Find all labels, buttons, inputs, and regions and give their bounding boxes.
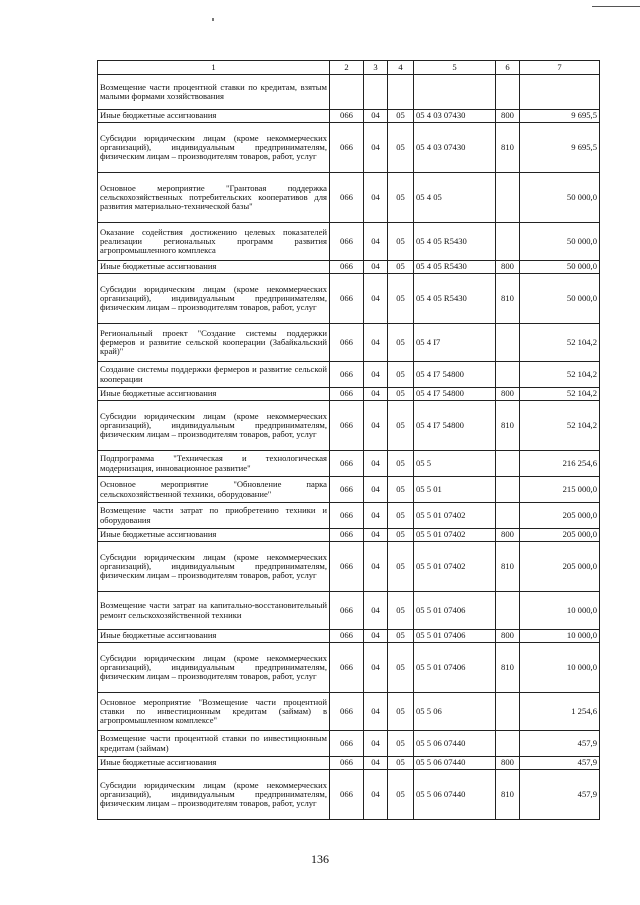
- row-section: 04: [364, 362, 388, 388]
- row-expense-type: [496, 223, 520, 261]
- row-section: 04: [364, 261, 388, 274]
- row-amount: 457,9: [520, 770, 600, 820]
- row-subsection: 05: [388, 731, 414, 757]
- table-row: [98, 770, 600, 820]
- row-ministry-code: 066: [330, 503, 364, 529]
- table-body: [98, 75, 600, 820]
- table-row: [98, 731, 600, 757]
- row-amount: 205 000,0: [520, 542, 600, 592]
- row-section: 04: [364, 451, 388, 477]
- row-expense-type: [496, 173, 520, 223]
- row-section: 04: [364, 630, 388, 643]
- row-target-article: 05 5 06 07440: [414, 731, 496, 757]
- row-subsection: 05: [388, 693, 414, 731]
- row-subsection: 05: [388, 401, 414, 451]
- row-expense-type: 800: [496, 630, 520, 643]
- row-ministry-code: 066: [330, 451, 364, 477]
- row-target-article: 05 4 I7 54800: [414, 401, 496, 451]
- row-name: Иные бюджетные ассигнования: [98, 261, 330, 274]
- header-col-6: 6: [496, 61, 520, 75]
- row-section: 04: [364, 592, 388, 630]
- row-section: 04: [364, 324, 388, 362]
- row-ministry-code: 066: [330, 643, 364, 693]
- row-name: Иные бюджетные ассигнования: [98, 110, 330, 123]
- row-ministry-code: 066: [330, 401, 364, 451]
- row-name: Основное мероприятие "Возмещение части процентной ставки по инвестиционным кредитам (займам) в агропромышленном комплексе": [98, 693, 330, 731]
- row-expense-type: 800: [496, 388, 520, 401]
- row-name: Иные бюджетные ассигнования: [98, 529, 330, 542]
- row-name: Субсидии юридическим лицам (кроме некоммерческих организаций), индивидуальным предпринимателям, физическим лицам – производителям товаров, работ, услуг: [98, 123, 330, 173]
- row-name: Основное мероприятие "Обновление парка сельскохозяйственной техники, оборудование": [98, 477, 330, 503]
- row-ministry-code: 066: [330, 592, 364, 630]
- row-target-article: [414, 75, 496, 110]
- row-section: 04: [364, 770, 388, 820]
- header-col-4: 4: [388, 61, 414, 75]
- row-ministry-code: 066: [330, 630, 364, 643]
- row-ministry-code: 066: [330, 529, 364, 542]
- table-row: [98, 110, 600, 123]
- row-amount: 1 254,6: [520, 693, 600, 731]
- row-amount: 9 695,5: [520, 123, 600, 173]
- row-amount: 50 000,0: [520, 223, 600, 261]
- row-ministry-code: 066: [330, 274, 364, 324]
- header-col-3: 3: [364, 61, 388, 75]
- header-row: [98, 61, 600, 75]
- row-section: 04: [364, 173, 388, 223]
- row-amount: 10 000,0: [520, 643, 600, 693]
- row-subsection: 05: [388, 173, 414, 223]
- table-row: [98, 261, 600, 274]
- row-name: Субсидии юридическим лицам (кроме некоммерческих организаций), индивидуальным предпринимателям, физическим лицам – производителям товаров, работ, услуг: [98, 401, 330, 451]
- row-ministry-code: 066: [330, 770, 364, 820]
- row-name: Региональный проект "Создание системы поддержки фермеров и развитие сельской кооперации (Забайкальский край)": [98, 324, 330, 362]
- row-amount: [520, 75, 600, 110]
- row-subsection: 05: [388, 592, 414, 630]
- row-amount: 457,9: [520, 757, 600, 770]
- row-ministry-code: 066: [330, 324, 364, 362]
- row-amount: 10 000,0: [520, 630, 600, 643]
- row-section: 04: [364, 731, 388, 757]
- row-subsection: 05: [388, 451, 414, 477]
- row-ministry-code: 066: [330, 362, 364, 388]
- row-expense-type: 800: [496, 110, 520, 123]
- row-ministry-code: 066: [330, 173, 364, 223]
- row-amount: 52 104,2: [520, 388, 600, 401]
- row-expense-type: 810: [496, 401, 520, 451]
- row-subsection: 05: [388, 223, 414, 261]
- row-target-article: 05 5 01: [414, 477, 496, 503]
- row-expense-type: 810: [496, 542, 520, 592]
- row-name: Субсидии юридическим лицам (кроме некоммерческих организаций), индивидуальным предпринимателям, физическим лицам – производителям товаров, работ, услуг: [98, 274, 330, 324]
- row-amount: 216 254,6: [520, 451, 600, 477]
- row-ministry-code: 066: [330, 542, 364, 592]
- scan-mark: [212, 18, 214, 21]
- row-target-article: 05 4 05 R5430: [414, 223, 496, 261]
- row-name: Возмещение части затрат по приобретению техники и оборудования: [98, 503, 330, 529]
- row-expense-type: [496, 693, 520, 731]
- row-target-article: 05 5 01 07402: [414, 542, 496, 592]
- header-col-1: 1: [98, 61, 330, 75]
- row-amount: 50 000,0: [520, 274, 600, 324]
- row-name: Иные бюджетные ассигнования: [98, 757, 330, 770]
- row-subsection: 05: [388, 477, 414, 503]
- row-ministry-code: 066: [330, 757, 364, 770]
- row-subsection: 05: [388, 503, 414, 529]
- row-section: 04: [364, 274, 388, 324]
- row-expense-type: [496, 503, 520, 529]
- row-ministry-code: 066: [330, 388, 364, 401]
- row-subsection: 05: [388, 123, 414, 173]
- row-expense-type: 810: [496, 643, 520, 693]
- row-section: 04: [364, 123, 388, 173]
- row-target-article: 05 5 01 07402: [414, 529, 496, 542]
- row-name: Возмещение части процентной ставки по кредитам, взятым малыми формами хозяйствования: [98, 75, 330, 110]
- table-row: [98, 123, 600, 173]
- row-name: Субсидии юридическим лицам (кроме некоммерческих организаций), индивидуальным предпринимателям, физическим лицам – производителям товаров, работ, услуг: [98, 643, 330, 693]
- row-expense-type: 800: [496, 757, 520, 770]
- row-ministry-code: [330, 75, 364, 110]
- row-section: 04: [364, 529, 388, 542]
- row-target-article: 05 4 05 R5430: [414, 274, 496, 324]
- row-subsection: 05: [388, 630, 414, 643]
- table-row: [98, 274, 600, 324]
- table-row: [98, 529, 600, 542]
- row-name: Возмещение части процентной ставки по инвестиционным кредитам (займам): [98, 731, 330, 757]
- row-subsection: 05: [388, 529, 414, 542]
- row-section: 04: [364, 223, 388, 261]
- row-name: Иные бюджетные ассигнования: [98, 388, 330, 401]
- row-expense-type: [496, 451, 520, 477]
- table-row: [98, 451, 600, 477]
- row-target-article: 05 4 03 07430: [414, 110, 496, 123]
- table-row: [98, 592, 600, 630]
- row-expense-type: 800: [496, 261, 520, 274]
- row-subsection: 05: [388, 770, 414, 820]
- row-subsection: 05: [388, 643, 414, 693]
- row-expense-type: [496, 592, 520, 630]
- header-col-7: 7: [520, 61, 600, 75]
- row-target-article: 05 4 I7 54800: [414, 362, 496, 388]
- row-target-article: 05 5 06: [414, 693, 496, 731]
- row-expense-type: 810: [496, 123, 520, 173]
- row-subsection: 05: [388, 324, 414, 362]
- row-ministry-code: 066: [330, 261, 364, 274]
- row-ministry-code: 066: [330, 223, 364, 261]
- row-expense-type: [496, 362, 520, 388]
- row-section: 04: [364, 643, 388, 693]
- row-target-article: 05 4 03 07430: [414, 123, 496, 173]
- header-col-2: 2: [330, 61, 364, 75]
- row-ministry-code: 066: [330, 731, 364, 757]
- row-section: 04: [364, 388, 388, 401]
- table-row: [98, 757, 600, 770]
- row-section: [364, 75, 388, 110]
- row-amount: 52 104,2: [520, 324, 600, 362]
- table-row: [98, 630, 600, 643]
- row-subsection: 05: [388, 274, 414, 324]
- row-name: Иные бюджетные ассигнования: [98, 630, 330, 643]
- row-name: Подпрограмма "Техническая и технологическая модернизация, инновационное развитие": [98, 451, 330, 477]
- row-amount: 205 000,0: [520, 529, 600, 542]
- budget-table: [97, 60, 600, 820]
- row-target-article: 05 4 05 R5430: [414, 261, 496, 274]
- row-amount: 50 000,0: [520, 173, 600, 223]
- table-row: [98, 401, 600, 451]
- table-row: [98, 223, 600, 261]
- row-amount: 215 000,0: [520, 477, 600, 503]
- row-target-article: 05 4 I7: [414, 324, 496, 362]
- row-subsection: 05: [388, 542, 414, 592]
- table-row: [98, 362, 600, 388]
- row-section: 04: [364, 503, 388, 529]
- row-expense-type: [496, 75, 520, 110]
- row-target-article: 05 5: [414, 451, 496, 477]
- row-expense-type: [496, 324, 520, 362]
- page-number: 136: [311, 852, 329, 866]
- row-name: Оказание содействия достижению целевых показателей реализации региональных программ развития агропромышленного комплекса: [98, 223, 330, 261]
- row-section: 04: [364, 477, 388, 503]
- row-amount: 52 104,2: [520, 362, 600, 388]
- row-target-article: 05 5 01 07406: [414, 630, 496, 643]
- row-section: 04: [364, 693, 388, 731]
- row-ministry-code: 066: [330, 693, 364, 731]
- row-expense-type: [496, 731, 520, 757]
- row-ministry-code: 066: [330, 110, 364, 123]
- row-target-article: 05 5 01 07406: [414, 592, 496, 630]
- row-subsection: [388, 75, 414, 110]
- row-name: Субсидии юридическим лицам (кроме некоммерческих организаций), индивидуальным предпринимателям, физическим лицам – производителям товаров, работ, услуг: [98, 542, 330, 592]
- row-target-article: 05 5 01 07406: [414, 643, 496, 693]
- row-amount: 50 000,0: [520, 261, 600, 274]
- table-row: [98, 643, 600, 693]
- row-expense-type: 810: [496, 274, 520, 324]
- row-ministry-code: 066: [330, 123, 364, 173]
- row-name: Субсидии юридическим лицам (кроме некоммерческих организаций), индивидуальным предпринимателям, физическим лицам – производителям товаров, работ, услуг: [98, 770, 330, 820]
- row-amount: 9 695,5: [520, 110, 600, 123]
- table-row: [98, 542, 600, 592]
- row-subsection: 05: [388, 110, 414, 123]
- row-name: Возмещение части затрат на капитально-восстановительный ремонт сельскохозяйственной техники: [98, 592, 330, 630]
- table-row: [98, 75, 600, 110]
- row-target-article: 05 4 05: [414, 173, 496, 223]
- row-expense-type: 810: [496, 770, 520, 820]
- table-row: [98, 173, 600, 223]
- row-amount: 10 000,0: [520, 592, 600, 630]
- row-subsection: 05: [388, 261, 414, 274]
- row-amount: 52 104,2: [520, 401, 600, 451]
- row-expense-type: 800: [496, 529, 520, 542]
- row-subsection: 05: [388, 388, 414, 401]
- row-subsection: 05: [388, 362, 414, 388]
- row-target-article: 05 5 06 07440: [414, 770, 496, 820]
- row-section: 04: [364, 110, 388, 123]
- row-section: 04: [364, 542, 388, 592]
- table-row: [98, 693, 600, 731]
- row-subsection: 05: [388, 757, 414, 770]
- row-expense-type: [496, 477, 520, 503]
- row-amount: 457,9: [520, 731, 600, 757]
- row-target-article: 05 5 01 07402: [414, 503, 496, 529]
- table-row: [98, 503, 600, 529]
- table-row: [98, 388, 600, 401]
- header-col-5: 5: [414, 61, 496, 75]
- row-target-article: 05 5 06 07440: [414, 757, 496, 770]
- row-name: Основное мероприятие "Грантовая поддержка сельскохозяйственных потребительских кооперативов для развития материально-технической базы": [98, 173, 330, 223]
- row-target-article: 05 4 I7 54800: [414, 388, 496, 401]
- row-amount: 205 000,0: [520, 503, 600, 529]
- scan-edge-line: [592, 6, 640, 7]
- table-row: [98, 324, 600, 362]
- row-name: Создание системы поддержки фермеров и развитие сельской кооперации: [98, 362, 330, 388]
- row-section: 04: [364, 757, 388, 770]
- table-row: [98, 477, 600, 503]
- row-section: 04: [364, 401, 388, 451]
- row-ministry-code: 066: [330, 477, 364, 503]
